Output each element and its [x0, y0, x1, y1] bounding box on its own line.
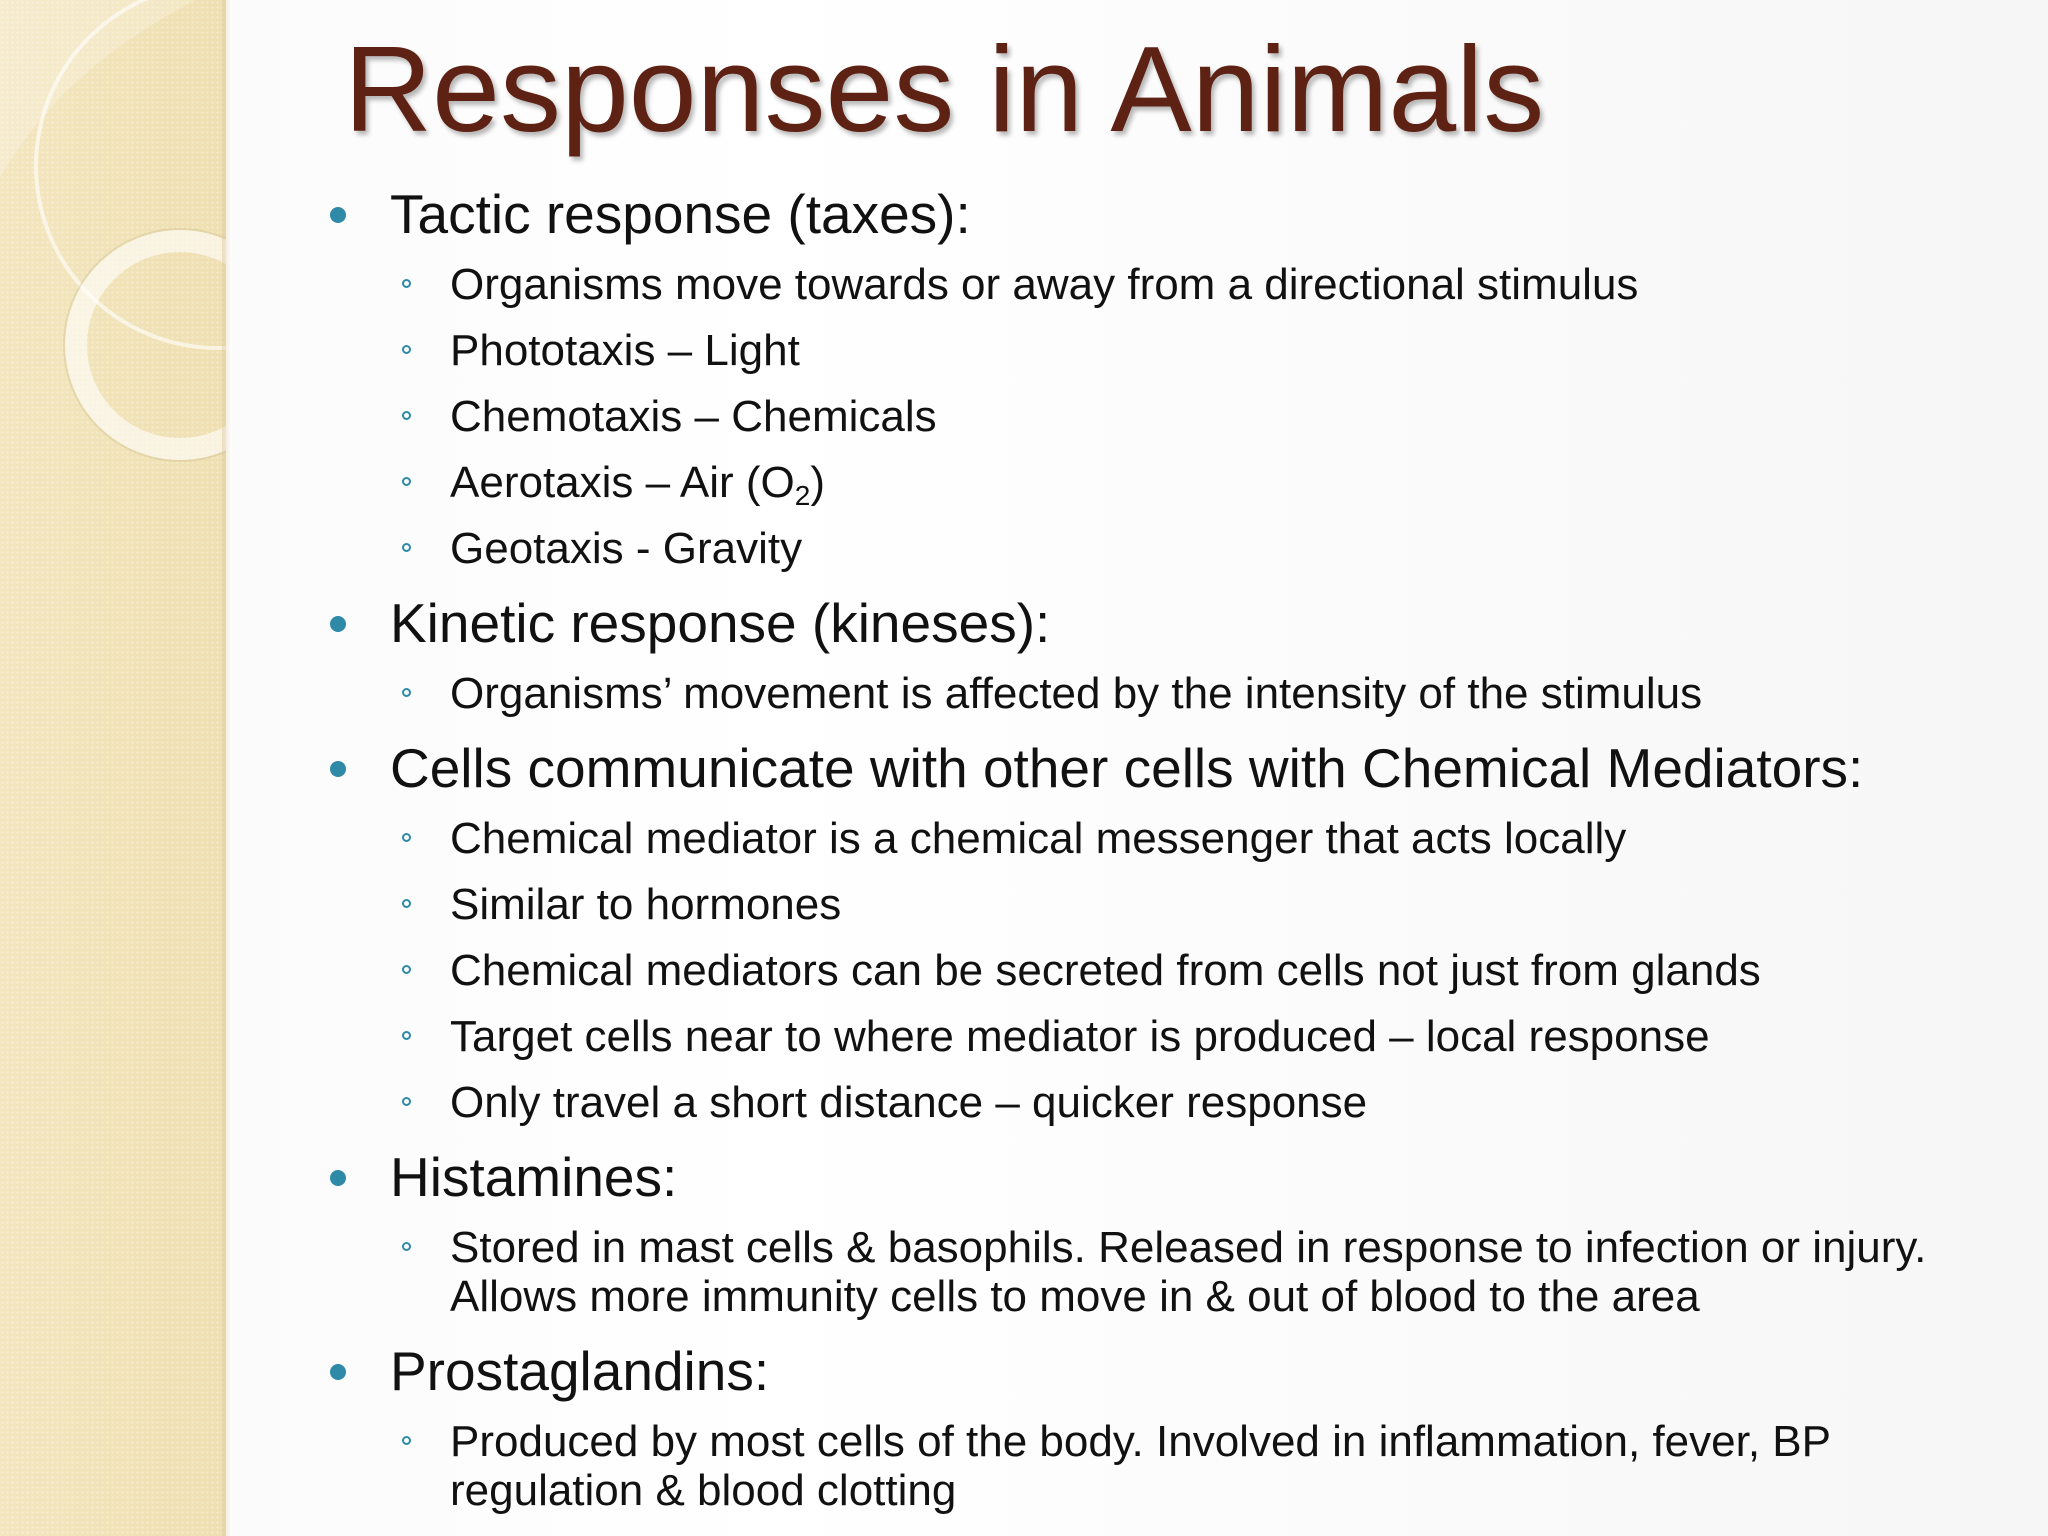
bullet-ring-icon [402, 345, 411, 354]
decorative-sidebar [0, 0, 226, 1536]
bullet-dot-icon [330, 1364, 346, 1380]
section-tactic-response [322, 178, 2022, 250]
slide-content [322, 176, 2022, 1515]
section-heading: Cells communicate with other cells with Chemical Mediators: [390, 737, 1864, 799]
bullet-ring-icon [402, 1097, 411, 1106]
list-item [322, 1012, 2022, 1061]
section-heading: Tactic response (taxes): [390, 183, 971, 245]
bullet-ring-icon [402, 1436, 411, 1445]
decorative-rings [0, 0, 226, 1536]
bullet-ring-icon [402, 688, 411, 697]
bullet-ring-icon [402, 543, 411, 552]
section-chemical-mediators [322, 732, 2022, 804]
bullet-ring-icon [402, 1031, 411, 1040]
list-item-text: Target cells near to where mediator is produced – local response [450, 1012, 1710, 1061]
list-item [322, 1223, 2022, 1321]
aerotaxis-close: ) [810, 458, 826, 507]
section-heading: Histamines: [390, 1146, 678, 1208]
bullet-ring-icon [402, 899, 411, 908]
list-item [322, 392, 2022, 441]
list-item [322, 946, 2022, 995]
list-item [322, 669, 2022, 718]
list-item-text: Phototaxis – Light [450, 326, 800, 375]
list-item [322, 880, 2022, 929]
list-item [322, 1078, 2022, 1127]
list-item-line: Produced by most cells of the body. Involved in inflammation, fever, BP [450, 1417, 1831, 1466]
list-item-text: Organisms move towards or away from a directional stimulus [450, 260, 1639, 309]
bullet-ring-icon [402, 279, 411, 288]
bullet-ring-icon [402, 1242, 411, 1251]
list-item [322, 524, 2022, 573]
aerotaxis-text: Aerotaxis – Air (O [450, 458, 795, 507]
section-histamines [322, 1141, 2022, 1213]
section-heading: Prostaglandins: [390, 1340, 770, 1402]
list-item [322, 326, 2022, 375]
section-prostaglandins [322, 1335, 2022, 1407]
bullet-ring-icon [402, 833, 411, 842]
list-item-text: Similar to hormones [450, 880, 842, 929]
section-kinetic-response [322, 587, 2022, 659]
list-item-text: Chemical mediator is a chemical messenger that acts locally [450, 814, 1627, 863]
list-item-text: Geotaxis - Gravity [450, 524, 803, 573]
slide-title: Responses in Animals [344, 21, 1545, 157]
list-item-text: Chemical mediators can be secreted from cells not just from glands [450, 946, 1761, 995]
list-item-line: regulation & blood clotting [450, 1466, 957, 1515]
list-item-text: Only travel a short distance – quicker response [450, 1078, 1368, 1127]
section-heading: Kinetic response (kineses): [390, 592, 1051, 654]
bullet-dot-icon [330, 1170, 346, 1186]
sidebar-edge-shadow [222, 0, 232, 1536]
thick-ring [76, 241, 226, 449]
bullet-dot-icon [330, 207, 346, 223]
bullet-ring-icon [402, 477, 411, 486]
list-item-text: Organisms’ movement is affected by the intensity of the stimulus [450, 669, 1703, 718]
bullet-dot-icon [330, 616, 346, 632]
bullet-ring-icon [402, 411, 411, 420]
thick-ring-shadow [64, 229, 226, 461]
bullet-ring-icon [402, 965, 411, 974]
list-item [322, 458, 2022, 511]
list-item [322, 814, 2022, 863]
list-item-line: Stored in mast cells & basophils. Released in response to infection or injury. [450, 1223, 1927, 1272]
list-item [322, 1417, 2022, 1515]
oxygen-subscript: 2 [794, 480, 811, 511]
list-item-line: Allows more immunity cells to move in & out of blood to the area [450, 1272, 1700, 1321]
list-item [322, 260, 2022, 309]
list-item-text [450, 458, 826, 511]
bullet-dot-icon [330, 761, 346, 777]
list-item-text: Chemotaxis – Chemicals [450, 392, 937, 441]
